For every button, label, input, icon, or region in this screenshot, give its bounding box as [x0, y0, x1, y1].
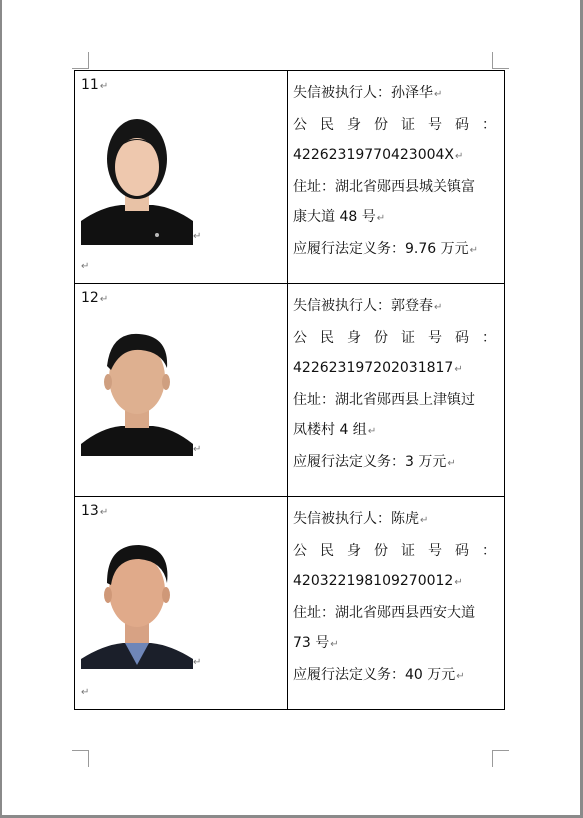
record-number: 12↵ [81, 290, 109, 306]
info-cell [288, 284, 509, 497]
address-line-cont: 73 号↵ [293, 635, 339, 651]
id-label: 公民身份证号码： [293, 543, 509, 559]
obligation: 应履行法定义务：3 万元↵ [293, 454, 456, 470]
table-row [75, 71, 505, 284]
debtor-name-line: 失信被执行人：陈虎↵ [293, 511, 429, 527]
record-number: 11↵ [81, 77, 109, 93]
obligation: 应履行法定义务：40 万元↵ [293, 667, 465, 683]
records-table [74, 70, 509, 710]
debtor-name-line: 失信被执行人：孙泽华↵ [293, 85, 443, 101]
debtor-name: 孙泽华 [391, 85, 433, 101]
crop-mark-top-right [492, 52, 509, 69]
crop-mark-bottom-right [492, 750, 509, 767]
record-number: 13↵ [81, 503, 109, 519]
address-line: 住址：湖北省郧西县城关镇富 [293, 179, 475, 195]
person-photo [81, 322, 193, 456]
photo-cell[interactable]: 12↵ ↵ [75, 284, 288, 497]
id-number: 422623197202031817↵ [293, 360, 463, 376]
person-photo [81, 111, 193, 245]
address-line-cont: 凤楼村 4 组↵ [293, 422, 377, 438]
crop-mark-top-left [72, 52, 89, 69]
crop-mark-bottom-left [72, 750, 89, 767]
address-line: 住址：湖北省郧西县西安大道 [293, 605, 475, 621]
address-line: 住址：湖北省郧西县上津镇过 [293, 392, 475, 408]
person-photo [81, 535, 193, 669]
id-label: 公民身份证号码： [293, 330, 509, 346]
table-row [75, 497, 505, 710]
id-number: 420322198109270012↵ [293, 573, 463, 589]
id-number: 42262319770423004X↵ [293, 147, 464, 163]
id-label: 公民身份证号码： [293, 117, 509, 133]
info-cell [288, 71, 509, 284]
photo-cell[interactable]: 11↵ ↵ ↵ [75, 71, 288, 284]
debtor-name: 郭登春 [391, 298, 433, 314]
table-row [75, 284, 505, 497]
photo-cell[interactable]: 13↵ ↵ ↵ [75, 497, 288, 710]
info-cell [288, 497, 509, 710]
debtor-name-line: 失信被执行人：郭登春↵ [293, 298, 443, 314]
window-border-left [0, 0, 2, 818]
address-line-cont: 康大道 48 号↵ [293, 209, 386, 225]
obligation: 应履行法定义务：9.76 万元↵ [293, 241, 479, 257]
debtor-name: 陈虎 [391, 511, 419, 527]
